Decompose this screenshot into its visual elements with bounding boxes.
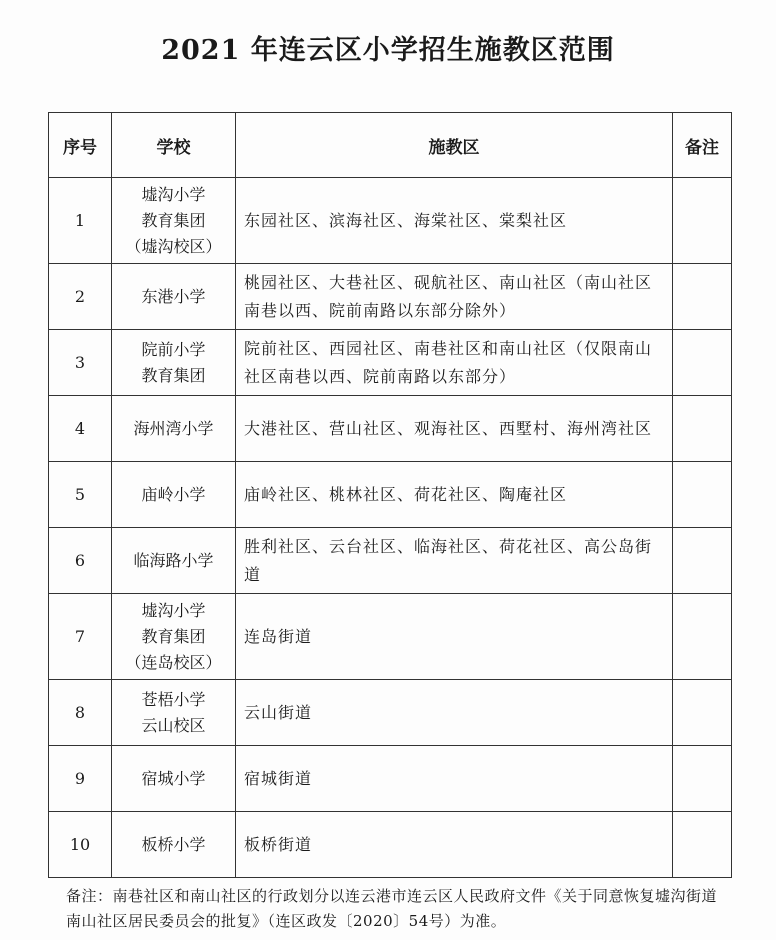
header-school: 学校 xyxy=(112,113,236,178)
row-school: 临海路小学 xyxy=(112,528,236,594)
row-school: 东港小学 xyxy=(112,264,236,330)
row-area: 板桥街道 xyxy=(236,812,673,878)
table-row xyxy=(49,396,732,462)
footnote: 备注：南巷社区和南山社区的行政划分以连云港市连云区人民政府文件《关于同意恢复墟沟街道南山社区居民委员会的批复》（连区政发〔2020〕54号）为准。 xyxy=(66,887,718,930)
header-note: 备注 xyxy=(673,113,732,178)
table-row xyxy=(49,594,732,680)
row-area: 云山街道 xyxy=(236,680,673,746)
enrollment-zone-table xyxy=(48,112,732,878)
row-area: 宿城街道 xyxy=(236,746,673,812)
row-index: 6 xyxy=(49,528,112,594)
row-area: 庙岭社区、桃林社区、荷花社区、陶庵社区 xyxy=(236,462,673,528)
table-row xyxy=(49,680,732,746)
row-school: 宿城小学 xyxy=(112,746,236,812)
row-note xyxy=(673,330,732,396)
row-area: 桃园社区、大巷社区、砚航社区、南山社区（南山社区南巷以西、院前南路以东部分除外） xyxy=(236,264,673,330)
header-area: 施教区 xyxy=(236,113,673,178)
row-note xyxy=(673,812,732,878)
row-index: 5 xyxy=(49,462,112,528)
table-header-row xyxy=(49,113,732,178)
row-school: 庙岭小学 xyxy=(112,462,236,528)
table-row xyxy=(49,264,732,330)
row-index: 2 xyxy=(49,264,112,330)
table-row xyxy=(49,462,732,528)
row-note xyxy=(673,680,732,746)
table-row xyxy=(49,178,732,264)
row-area: 胜利社区、云台社区、临海社区、荷花社区、高公岛街道 xyxy=(236,528,673,594)
row-index: 3 xyxy=(49,330,112,396)
table-row xyxy=(49,746,732,812)
row-school: 墟沟小学 教育集团 （连岛校区） xyxy=(112,594,236,680)
row-index: 10 xyxy=(49,812,112,878)
row-school: 板桥小学 xyxy=(112,812,236,878)
row-area: 连岛街道 xyxy=(236,594,673,680)
row-note xyxy=(673,178,732,264)
page-title: 2021 年连云区小学招生施教区范围 xyxy=(161,35,615,66)
row-index: 8 xyxy=(49,680,112,746)
row-school: 海州湾小学 xyxy=(112,396,236,462)
row-note xyxy=(673,528,732,594)
table-row xyxy=(49,528,732,594)
row-school: 苍梧小学 云山校区 xyxy=(112,680,236,746)
row-school: 院前小学 教育集团 xyxy=(112,330,236,396)
row-note xyxy=(673,396,732,462)
row-area: 院前社区、西园社区、南巷社区和南山社区（仅限南山社区南巷以西、院前南路以东部分） xyxy=(236,330,673,396)
row-school: 墟沟小学 教育集团 （墟沟校区） xyxy=(112,178,236,264)
row-area: 大港社区、营山社区、观海社区、西墅村、海州湾社区 xyxy=(236,396,673,462)
header-index: 序号 xyxy=(49,113,112,178)
row-index: 9 xyxy=(49,746,112,812)
row-note xyxy=(673,746,732,812)
row-note xyxy=(673,462,732,528)
row-index: 1 xyxy=(49,178,112,264)
row-index: 7 xyxy=(49,594,112,680)
table-row xyxy=(49,330,732,396)
row-index: 4 xyxy=(49,396,112,462)
table-row xyxy=(49,812,732,878)
row-note xyxy=(673,594,732,680)
row-note xyxy=(673,264,732,330)
row-area: 东园社区、滨海社区、海棠社区、棠梨社区 xyxy=(236,178,673,264)
